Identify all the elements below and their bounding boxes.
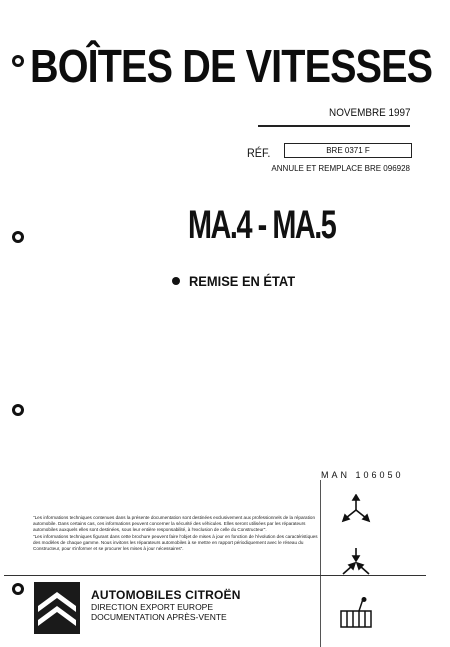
footer-rule (4, 575, 426, 576)
document-title: BOÎTES DE VITESSES (30, 40, 433, 92)
reference-box (284, 143, 412, 158)
replaces-note: ANNULE ET REMPLACE BRE 096928 (271, 164, 410, 173)
manual-code: MAN 106050 (321, 470, 404, 480)
gearbox-model: MA.4 - MA.5 (188, 203, 336, 247)
disassembly-arrows-icon (340, 494, 372, 524)
header-rule (258, 125, 410, 127)
document-subtitle: REMISE EN ÉTAT (189, 273, 296, 289)
department-line: DIRECTION EXPORT EUROPE (91, 602, 214, 612)
reference-label: RÉF. (247, 146, 271, 160)
reference-number: BRE 0371 F (326, 146, 370, 155)
department-line: DOCUMENTATION APRÈS-VENTE (91, 612, 227, 622)
binder-hole-top (12, 55, 24, 67)
legal-paragraph: "Les informations techniques contenues dans la présente documentation sont destinées exclusivement aux professionnels de la réparation automobile. Dans certains cas, ces informations peuvent concerner la sécurité des véhicules. Elles seront utilisées par les réparateurs automobiles auxquels elles sont destinées, sous leur entière responsabilité, à l'exclusion de celle du Constructeur". (33, 515, 316, 533)
brand-block (91, 588, 241, 622)
binder-hole-bottom (12, 583, 24, 595)
binder-hole-lower (12, 404, 24, 416)
publication-date: NOVEMBRE 1997 (328, 107, 410, 119)
gearbox-icon (337, 597, 377, 631)
brand-name: AUTOMOBILES CITROËN (91, 588, 241, 602)
citroen-logo-icon (34, 582, 80, 634)
legal-notice (33, 515, 318, 552)
legal-paragraph: "Les informations techniques figurant dans cette brochure peuvent faire l'objet de mises à jour en fonction de l'évolution des caractéristiques des modèles de chaque gamme. Nous invitons les réparateurs automobiles à se mettre en rapport périodiquement avec le réseau du Constructeur, pour s'informer et se procurer les mises à jour nécessaires". (33, 533, 318, 552)
subtitle-row (172, 273, 304, 289)
pictogram-divider (320, 480, 321, 647)
binder-hole-middle (12, 231, 24, 243)
reassembly-arrows-icon (340, 547, 372, 577)
bullet-icon (172, 277, 180, 285)
